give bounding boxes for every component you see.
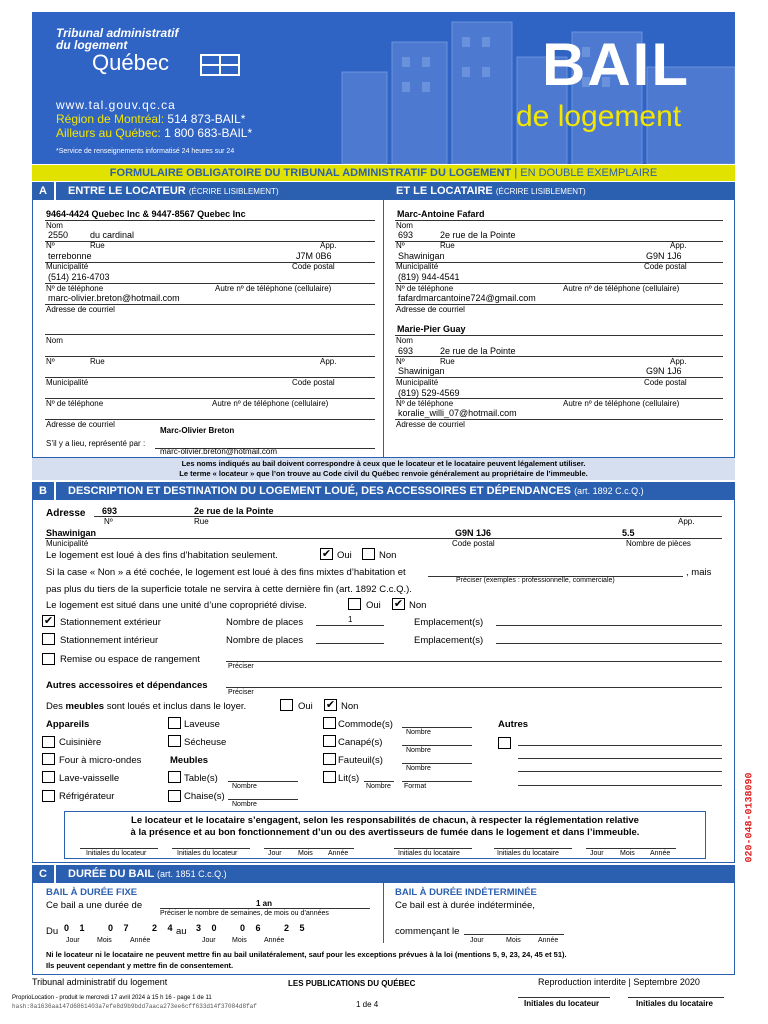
locateur-no: 2550: [48, 230, 69, 240]
stationnement-ext-checkbox[interactable]: ✔: [43, 615, 54, 627]
meubles-oui-checkbox[interactable]: [280, 699, 293, 711]
places-value: 1: [348, 615, 353, 624]
org-name-line2: du logement: [56, 38, 128, 52]
montreal-phone: Région de Montréal: 514 873-BAIL*: [56, 112, 246, 126]
autres-checkbox[interactable]: [498, 737, 511, 749]
representant-courriel: marc-olivier.breton@hotmail.com: [160, 447, 278, 456]
locataire2-rue: 2e rue de la Pointe: [440, 346, 516, 356]
fauteuil-checkbox[interactable]: [323, 753, 336, 765]
locateur-tel: (514) 216-4703: [48, 272, 110, 282]
locateur-nom: 9464-4424 Quebec Inc & 9447-8567 Quebec Inc: [46, 209, 246, 219]
date-fin: 3 0 0 6 2 5: [196, 923, 309, 933]
locataire1-nom: Marc-Antoine Fafard: [397, 209, 485, 219]
fleur-de-lys-flag-icon: [200, 54, 240, 76]
tables-checkbox[interactable]: [168, 771, 181, 783]
section-c-header: C DURÉE DU BAIL (art. 1851 C.c.Q.): [32, 865, 735, 883]
header-banner: [32, 12, 735, 164]
locateur-code-postal: J7M 0B6: [296, 251, 332, 261]
lits-checkbox[interactable]: [323, 771, 336, 783]
locataire2-code-postal: G9N 1J6: [646, 366, 682, 376]
quebec-logo-text: Québec: [92, 50, 170, 75]
section-a-header: A ENTRE LE LOCATEUR (ÉCRIRE LISIBLEMENT) ET LE LOCATAIRE (ÉCRIRE LISIBLEMENT): [32, 182, 735, 200]
locataire1-no: 693: [398, 230, 414, 240]
locataire2-municipalite: Shawinigan: [398, 366, 445, 376]
org-name-line1: Tribunal administratif: [56, 26, 179, 40]
stationnement-int-checkbox[interactable]: [42, 633, 55, 645]
canape-checkbox[interactable]: [323, 735, 336, 747]
commode-checkbox[interactable]: [323, 717, 336, 729]
copro-non-checkbox[interactable]: ✔: [393, 598, 404, 610]
lave-vaisselle-checkbox[interactable]: [42, 771, 55, 783]
representant-nom: Marc-Olivier Breton: [160, 426, 235, 435]
locataire2-nom: Marie-Pier Guay: [397, 324, 466, 334]
laveuse-checkbox[interactable]: [168, 717, 181, 729]
names-notice: Les noms indiqués au bail doivent correspondre à ceux que le locateur et le locataire peuvent légalement utiliser. Le terme « locateur » que l’on trouve au Code civil du Québec renvoie généralement au propriétaire de l’immeuble.: [32, 458, 735, 480]
locataire1-tel: (819) 944-4541: [398, 272, 460, 282]
bail-title: BAIL: [542, 31, 690, 98]
locataire-title: ET LE LOCATAIRE: [396, 185, 493, 197]
locataire2-tel: (819) 529-4569: [398, 388, 460, 398]
secheuse-checkbox[interactable]: [168, 735, 181, 747]
four-checkbox[interactable]: [42, 753, 55, 765]
service-note: *Service de renseignements informatisé 24 heures sur 24: [56, 148, 235, 155]
logement-pieces: 5.5: [622, 528, 635, 538]
locateur-courriel: marc-olivier.breton@hotmail.com: [48, 293, 180, 303]
date-debut: 0 1 0 7 2 4: [64, 923, 177, 933]
locateur-rue: du cardinal: [90, 230, 135, 240]
de-logement-title: de logement: [516, 100, 682, 133]
side-code: 020-048-0138090: [744, 772, 756, 863]
locateur-title: ENTRE LE LOCATEUR: [68, 185, 186, 197]
locataire1-code-postal: G9N 1J6: [646, 251, 682, 261]
locataire2-no: 693: [398, 346, 414, 356]
locateur-municipalite: terrebonne: [48, 251, 92, 261]
logement-no: 693: [102, 506, 118, 516]
locataire1-municipalite: Shawinigan: [398, 251, 445, 261]
logement-code-postal: G9N 1J6: [455, 528, 492, 538]
logement-rue: 2e rue de la Pointe: [194, 506, 274, 516]
locataire2-courriel: koralie_willi_07@hotmail.com: [398, 408, 517, 418]
chaises-checkbox[interactable]: [168, 790, 181, 802]
mandatory-banner: FORMULAIRE OBLIGATOIRE DU TRIBUNAL ADMINISTRATIF DU LOGEMENT | EN DOUBLE EXEMPLAIRE: [32, 165, 735, 181]
remise-checkbox[interactable]: [42, 653, 55, 665]
locataire1-rue: 2e rue de la Pointe: [440, 230, 516, 240]
website: www.tal.gouv.qc.ca: [56, 98, 176, 112]
habitation-oui-checkbox[interactable]: ✔: [321, 548, 332, 560]
quebec-phone: Ailleurs au Québec: 1 800 683-BAIL*: [56, 126, 253, 140]
copro-oui-checkbox[interactable]: [348, 598, 361, 610]
locataire1-courriel: fafardmarcantoine724@gmail.com: [398, 293, 536, 303]
section-b-header: B DESCRIPTION ET DESTINATION DU LOGEMENT LOUÉ, DES ACCESSOIRES ET DÉPENDANCES (art. 1892 C.c.Q.): [32, 482, 735, 500]
duree-value: 1 an: [256, 899, 273, 908]
cuisiniere-checkbox[interactable]: [42, 736, 55, 748]
habitation-non-checkbox[interactable]: [362, 548, 375, 560]
meubles-non-checkbox[interactable]: ✔: [325, 699, 336, 711]
section-a-divider: [383, 200, 384, 458]
refrigerateur-checkbox[interactable]: [42, 790, 55, 802]
logement-municipalite: Shawinigan: [46, 528, 97, 538]
